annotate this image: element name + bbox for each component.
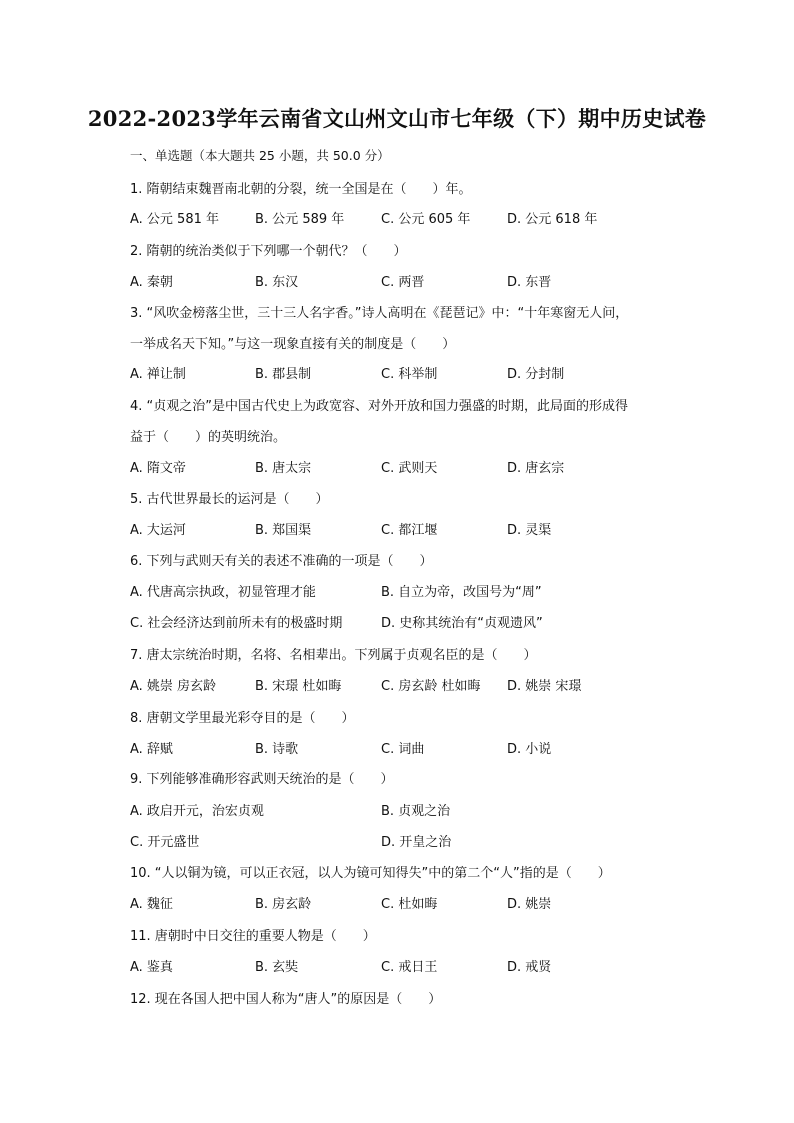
answer-option: D. 灵渠 [507,523,552,538]
answer-option: A. 政启开元，治宏贞观 [130,804,264,819]
question-stem: 2. 隋朝的统治类似于下列哪一个朝代？（ ） [130,244,407,259]
answer-option: B. 玄奘 [255,960,299,975]
answer-option: D. 姚崇 宋璟 [507,679,582,694]
answer-option: A. 公元 581 年 [130,212,220,227]
answer-option: C. 房玄龄 杜如晦 [381,679,481,694]
answer-option: D. 小说 [507,742,552,757]
question-stem: 益于（ ）的英明统治。 [130,430,287,445]
answer-option: C. 词曲 [381,742,425,757]
answer-option: A. 秦朝 [130,275,173,290]
answer-option: C. 开元盛世 [130,835,200,850]
answer-option: B. 宋璟 杜如晦 [255,679,342,694]
question-stem: 10. “人以铜为镜，可以正衣冠，以人为镜可知得失”中的第二个“人”指的是（ ） [130,866,611,881]
answer-option: C. 都江堰 [381,523,438,538]
answer-option: A. 代唐高宗执政，初显管理才能 [130,585,316,600]
answer-option: C. 两晋 [381,275,425,290]
question-stem: 9. 下列能够准确形容武则天统治的是（ ） [130,772,394,787]
question-stem: 7. 唐太宗统治时期，名将、名相辈出。下列属于贞观名臣的是（ ） [130,648,537,663]
question-stem: 5. 古代世界最长的运河是（ ） [130,492,329,507]
answer-option: B. 唐太宗 [255,461,312,476]
answer-option: D. 东晋 [507,275,552,290]
question-stem: 8. 唐朝文学里最光彩夺目的是（ ） [130,711,355,726]
answer-option: C. 武则天 [381,461,438,476]
answer-option: A. 鉴真 [130,960,173,975]
answer-option: A. 大运河 [130,523,186,538]
answer-option: B. 郑国渠 [255,523,312,538]
answer-option: D. 开皇之治 [381,835,452,850]
answer-option: C. 科举制 [381,367,438,382]
answer-option: A. 禅让制 [130,367,186,382]
question-stem: 1. 隋朝结束魏晋南北朝的分裂，统一全国是在（ ）年。 [130,182,472,197]
answer-option: D. 史称其统治有“贞观遗风” [381,616,543,631]
answer-option: D. 戒贤 [507,960,552,975]
question-stem: 12. 现在各国人把中国人称为“唐人”的原因是（ ） [130,992,442,1007]
question-stem: 11. 唐朝时中日交往的重要人物是（ ） [130,929,376,944]
answer-option: D. 姚崇 [507,897,552,912]
answer-option: D. 公元 618 年 [507,212,598,227]
answer-option: B. 东汉 [255,275,299,290]
answer-option: A. 辞赋 [130,742,173,757]
section-heading: 一、单选题（本大题共 25 小题，共 50.0 分） [130,148,390,163]
answer-option: C. 杜如晦 [381,897,438,912]
answer-option: B. 房玄龄 [255,897,312,912]
page-title: 2022-2023学年云南省文山州文山市七年级（下）期中历史试卷 [87,106,707,131]
answer-option: D. 分封制 [507,367,565,382]
answer-option: B. 自立为帝，改国号为“周” [381,585,542,600]
answer-option: A. 魏征 [130,897,173,912]
answer-option: B. 诗歌 [255,742,299,757]
question-stem: 3. “风吹金榜落尘世，三十三人名字香。”诗人高明在《琵琶记》中：“十年寒窗无人问， [130,306,629,321]
answer-option: B. 公元 589 年 [255,212,345,227]
answer-option: C. 社会经济达到前所未有的极盛时期 [130,616,343,631]
question-stem: 6. 下列与武则天有关的表述不准确的一项是（ ） [130,554,433,569]
answer-option: A. 姚崇 房玄龄 [130,679,217,694]
question-stem: 4. “贞观之治”是中国古代史上为政宽容、对外开放和国力强盛的时期，此局面的形成得 [130,399,629,414]
answer-option: A. 隋文帝 [130,461,186,476]
answer-option: C. 戒日王 [381,960,438,975]
answer-option: C. 公元 605 年 [381,212,471,227]
answer-option: D. 唐玄宗 [507,461,565,476]
answer-option: B. 贞观之治 [381,804,451,819]
answer-option: B. 郡县制 [255,367,312,382]
question-stem: 一举成名天下知。”与这一现象直接有关的制度是（ ） [130,337,456,352]
